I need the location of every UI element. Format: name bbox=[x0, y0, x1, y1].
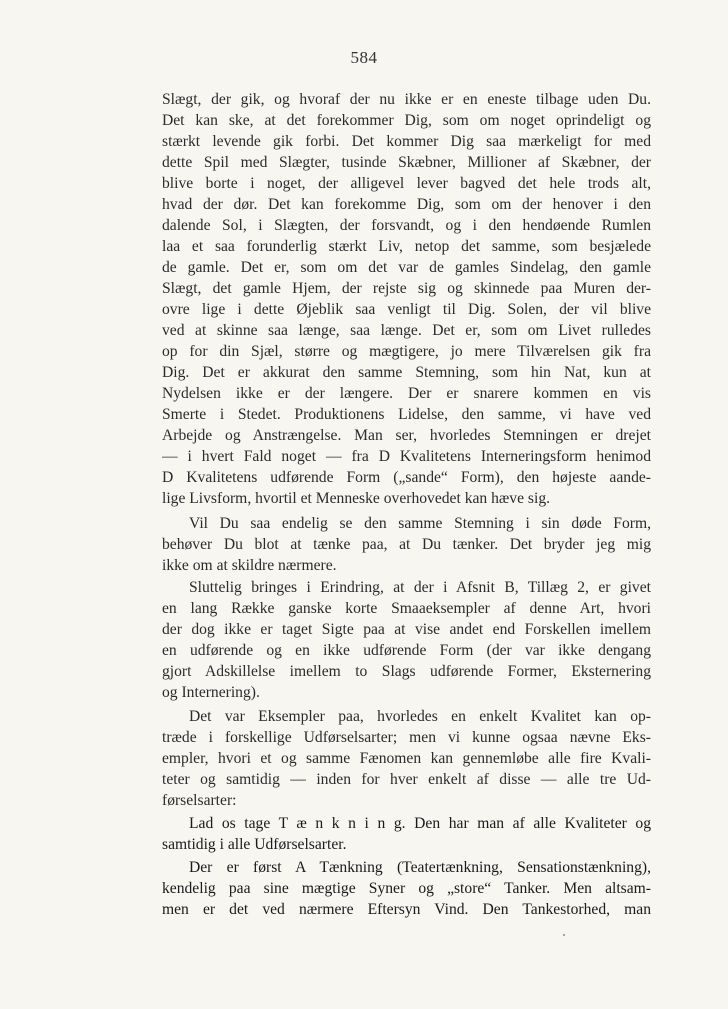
text-line: behøver Du blot at tænke paa, at Du tænker. Det bryder jeg mig bbox=[162, 536, 651, 553]
text-line: Dig. Det er akkurat den samme Stemning, som hin Nat, kun at bbox=[162, 364, 651, 381]
text-line: en lang Række ganske korte Smaaeksempler af denne Art, hvori bbox=[162, 600, 651, 617]
text-line: ikke om at skildre nærmere. bbox=[162, 557, 337, 574]
text-line: stærkt levende gik forbi. Det kommer Dig saa mærkeligt for med bbox=[162, 133, 651, 150]
text-line: Lad os tage T æ n k n i n g. Den har man af alle Kvaliteter og bbox=[189, 815, 651, 832]
text-line: Arbejde og Anstrængelse. Man ser, hvorledes Stemningen er drejet bbox=[162, 427, 651, 444]
text-line: D Kvalitetens udførende Form („sande“ Form), den højeste aande- bbox=[162, 469, 651, 486]
text-line: — i hvert Fald noget — fra D Kvalitetens Interneringsform henimod bbox=[162, 448, 651, 465]
text-line: laa et saa forunderlig stærkt Liv, netop det samme, som besjælede bbox=[162, 238, 651, 255]
paper-speck bbox=[563, 934, 565, 936]
text-line: samtidig i alle Udførselsarter. bbox=[162, 836, 347, 853]
text-line: ved at skinne saa længe, saa længe. Det er, som om Livet rulledes bbox=[162, 322, 651, 339]
text-line: op for din Sjæl, større og mægtigere, jo mere Tilværelsen gik fra bbox=[162, 343, 651, 360]
text-line: Det kan ske, at det forekommer Dig, som om noget oprindeligt og bbox=[162, 112, 651, 129]
text-line: teter og samtidig — inden for hver enkelt af disse — alle tre Ud- bbox=[162, 771, 651, 788]
text-line: kendelig paa sine mægtige Syner og „store“ Tanker. Men altsam- bbox=[162, 880, 651, 897]
text-line: Det var Eksempler paa, hvorledes en enkelt Kvalitet kan op- bbox=[189, 708, 651, 725]
text-line: gjort Adskillelse imellem to Slags udførende Former, Eksternering bbox=[162, 663, 651, 680]
text-line: og Internering). bbox=[162, 684, 260, 701]
text-line: Slægt, der gik, og hvoraf der nu ikke er en eneste tilbage uden Du. bbox=[162, 91, 651, 108]
text-line: Der er først A Tænkning (Teatertænkning, Sensationstænkning), bbox=[189, 859, 651, 876]
text-line: hvad der dør. Det kan forekomme Dig, som om der henover i den bbox=[162, 196, 651, 213]
text-line: Nydelsen ikke er der længere. Der er snarere kommen en vis bbox=[162, 385, 651, 402]
text-line: blive borte i noget, der alligevel lever bagved det hele trods alt, bbox=[162, 175, 651, 192]
text-line: Vil Du saa endelig se den samme Stemning i sin døde Form, bbox=[189, 515, 651, 532]
page-number: 584 bbox=[350, 48, 378, 67]
text-line: de gamle. Det er, som om det var de gamles Sindelag, den gamle bbox=[162, 259, 651, 276]
text-line: men er det ved nærmere Eftersyn Vind. Den Tankestorhed, man bbox=[162, 901, 651, 918]
text-line: træde i forskellige Udførselsarter; men vi kunne ogsaa nævne Eks- bbox=[162, 729, 651, 746]
text-line: der dog ikke er taget Sigte paa at vise andet end Forskellen imellem bbox=[162, 621, 651, 638]
text-line: ovre lige i dette Øjeblik saa venligt til Dig. Solen, der vil blive bbox=[162, 301, 651, 318]
text-line: Smerte i Stedet. Produktionens Lidelse, den samme, vi have ved bbox=[162, 406, 651, 423]
text-line: dette Spil med Slægter, tusinde Skæbner, Millioner af Skæbner, der bbox=[162, 154, 651, 171]
text-line: Slægt, det gamle Hjem, der rejste sig og skinnede paa Muren der- bbox=[162, 280, 651, 297]
text-line: Sluttelig bringes i Erindring, at der i Afsnit B, Tillæg 2, er givet bbox=[189, 579, 651, 596]
text-line: en udførende og en ikke udførende Form (der var ikke dengang bbox=[162, 642, 651, 659]
text-line: empler, hvori et og samme Fænomen kan gennemløbe alle fire Kvali- bbox=[162, 750, 651, 767]
text-line: dalende Sol, i Slægten, der forsvandt, og i den hendøende Rumlen bbox=[162, 217, 651, 234]
text-line: lige Livsform, hvortil et Menneske overhovedet kan hæve sig. bbox=[162, 490, 551, 507]
text-line: førselsarter: bbox=[162, 792, 237, 809]
